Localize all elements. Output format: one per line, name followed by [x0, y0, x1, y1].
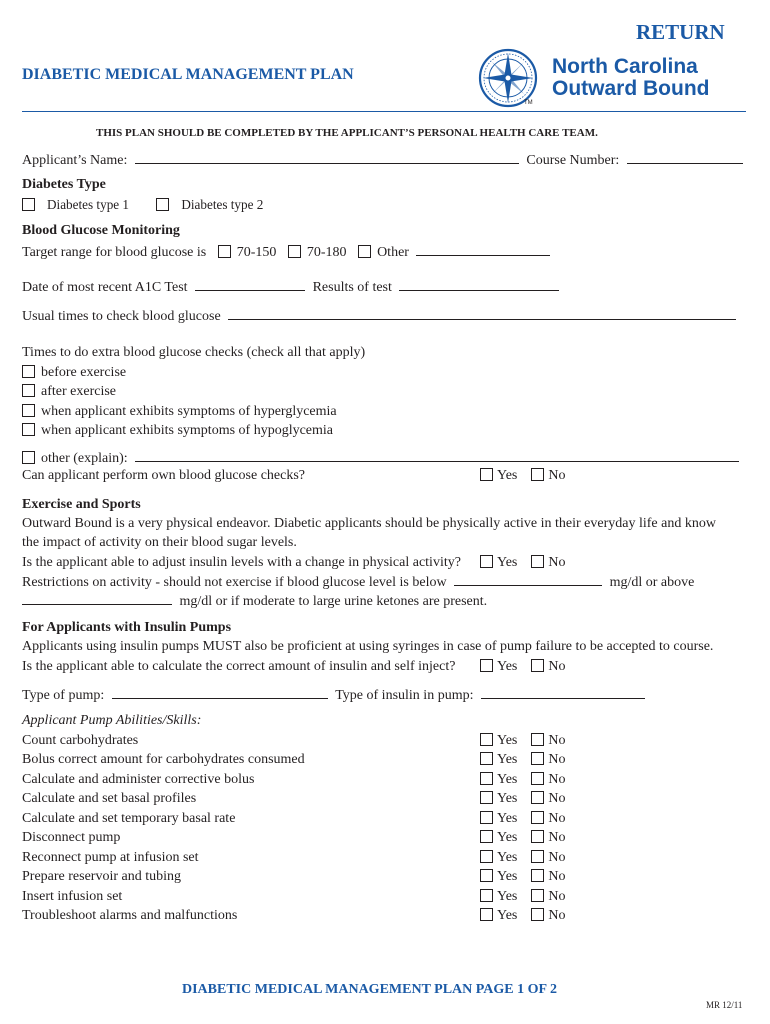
range-70-150-checkbox[interactable]: [218, 245, 231, 258]
yes-label: Yes: [497, 468, 518, 483]
skill-yes-no: [480, 733, 566, 749]
pump-type-label: Type of pump:: [22, 688, 105, 703]
yes-checkbox[interactable]: [480, 772, 493, 785]
skill-label: Reconnect pump at infusion set: [22, 850, 199, 865]
skill-label: Troubleshoot alarms and malfunctions: [22, 908, 238, 923]
yes-checkbox[interactable]: [480, 889, 493, 902]
exercise-paragraph-line1: Outward Bound is a very physical endeavor. Diabetic applicants should be physically active in their everyday life and know: [22, 516, 716, 531]
no-checkbox[interactable]: [531, 733, 544, 746]
no-label: No: [548, 733, 566, 748]
no-checkbox[interactable]: [531, 869, 544, 882]
yes-checkbox[interactable]: [480, 791, 493, 804]
extra-check-label: before exercise: [41, 365, 127, 380]
yes-checkbox[interactable]: [480, 811, 493, 824]
restrictions-row-2: [22, 592, 487, 610]
extra-check-other-label: other (explain):: [41, 451, 128, 466]
no-label: No: [548, 908, 566, 923]
yes-checkbox[interactable]: [480, 869, 493, 882]
applicant-name-field[interactable]: [135, 151, 519, 164]
insulin-type-label: Type of insulin in pump:: [335, 688, 474, 703]
usual-times-row: [22, 307, 736, 325]
diabetes-type1-label: Diabetes type 1: [47, 197, 130, 212]
no-checkbox[interactable]: [531, 830, 544, 843]
no-checkbox[interactable]: [531, 659, 544, 672]
yes-label: Yes: [497, 733, 518, 748]
extra-check-checkbox[interactable]: [22, 423, 35, 436]
diabetes-type-heading: Diabetes Type: [22, 177, 106, 192]
extra-check-item: [22, 404, 337, 420]
logo-line-1: North Carolina: [552, 55, 698, 78]
no-label: No: [548, 850, 566, 865]
applicant-name-row: [22, 151, 743, 169]
range-other-label: Other: [377, 245, 409, 260]
no-checkbox[interactable]: [531, 555, 544, 568]
footer-page-label: DIABETIC MEDICAL MANAGEMENT PLAN PAGE 1 OF 2: [182, 982, 558, 997]
footer-revision: MR 12/11: [706, 1000, 743, 1010]
yes-label: Yes: [497, 555, 518, 570]
yes-label: Yes: [497, 850, 518, 865]
skill-label: Calculate and set temporary basal rate: [22, 811, 236, 826]
pump-type-field[interactable]: [112, 686, 328, 699]
course-number-field[interactable]: [627, 151, 743, 164]
range-other-checkbox[interactable]: [358, 245, 371, 258]
extra-check-label: after exercise: [41, 384, 116, 399]
compass-logo-icon: [478, 48, 538, 108]
logo-line-2: Outward Bound: [552, 77, 710, 100]
yes-label: Yes: [497, 869, 518, 884]
no-checkbox[interactable]: [531, 908, 544, 921]
target-range-label: Target range for blood glucose is: [22, 245, 207, 260]
yes-label: Yes: [497, 889, 518, 904]
pump-type-row: [22, 686, 645, 704]
insulin-type-field[interactable]: [481, 686, 645, 699]
extra-check-other-checkbox[interactable]: [22, 451, 35, 464]
diabetes-type-row: [22, 197, 263, 213]
no-label: No: [548, 869, 566, 884]
pumps-heading: For Applicants with Insulin Pumps: [22, 620, 232, 635]
range-other-field[interactable]: [416, 243, 550, 256]
no-label: No: [548, 811, 566, 826]
diabetes-type1-checkbox[interactable]: [22, 198, 35, 211]
yes-checkbox[interactable]: [480, 733, 493, 746]
skill-label: Prepare reservoir and tubing: [22, 869, 181, 884]
diabetes-type2-checkbox[interactable]: [156, 198, 169, 211]
skill-yes-no: [480, 811, 566, 827]
extra-checks-label: Times to do extra blood glucose checks (check all that apply): [22, 345, 366, 360]
skill-yes-no: [480, 752, 566, 768]
skill-yes-no: [480, 850, 566, 866]
a1c-date-label: Date of most recent A1C Test: [22, 280, 188, 295]
applicant-name-label: Applicant’s Name:: [22, 153, 128, 168]
extra-check-checkbox[interactable]: [22, 384, 35, 397]
skill-yes-no: [480, 869, 566, 885]
yes-checkbox[interactable]: [480, 468, 493, 481]
yes-checkbox[interactable]: [480, 752, 493, 765]
yes-label: Yes: [497, 830, 518, 845]
yes-checkbox[interactable]: [480, 850, 493, 863]
a1c-date-field[interactable]: [195, 278, 305, 291]
yes-checkbox[interactable]: [480, 659, 493, 672]
adjust-insulin-label: Is the applicant able to adjust insulin levels with a change in physical activity?: [22, 555, 461, 570]
extra-check-item: [22, 384, 116, 400]
skill-label: Bolus correct amount for carbohydrates consumed: [22, 752, 305, 767]
exercise-heading: Exercise and Sports: [22, 497, 141, 512]
no-checkbox[interactable]: [531, 752, 544, 765]
pump-abilities-heading: Applicant Pump Abilities/Skills:: [22, 713, 202, 728]
no-label: No: [548, 752, 566, 767]
yes-label: Yes: [497, 752, 518, 767]
own-checks-label: Can applicant perform own blood glucose checks?: [22, 468, 306, 483]
no-label: No: [548, 830, 566, 845]
adjust-insulin-yes-no: [480, 555, 566, 571]
no-checkbox[interactable]: [531, 850, 544, 863]
no-label: No: [548, 889, 566, 904]
instruction-text: THIS PLAN SHOULD BE COMPLETED BY THE APPLICANT’S PERSONAL HEALTH CARE TEAM.: [96, 127, 598, 139]
yes-label: Yes: [497, 659, 518, 674]
page-title: DIABETIC MEDICAL MANAGEMENT PLAN: [22, 66, 354, 83]
extra-check-other-row: [22, 449, 739, 467]
skill-label: Disconnect pump: [22, 830, 121, 845]
diabetes-type2-label: Diabetes type 2: [181, 197, 264, 212]
monitoring-heading: Blood Glucose Monitoring: [22, 223, 180, 238]
calc-insulin-yes-no: [480, 659, 566, 675]
skill-label: Calculate and administer corrective bolus: [22, 772, 255, 787]
extra-check-label: when applicant exhibits symptoms of hyperglycemia: [41, 404, 337, 419]
restrictions-line2-label: mg/dl or if moderate to large urine ketones are present.: [179, 594, 488, 609]
restrictions-below-field[interactable]: [454, 573, 602, 586]
yes-checkbox[interactable]: [480, 908, 493, 921]
target-range-row: [22, 243, 550, 261]
a1c-results-label: Results of test: [312, 280, 392, 295]
course-number-label: Course Number:: [526, 153, 620, 168]
a1c-row: [22, 278, 559, 296]
skill-yes-no: [480, 830, 566, 846]
usual-times-label: Usual times to check blood glucose: [22, 309, 221, 324]
skill-label: Calculate and set basal profiles: [22, 791, 197, 806]
restrictions-unit: mg/dl or above: [609, 575, 695, 590]
logo-trademark: TM: [524, 100, 533, 106]
extra-check-checkbox[interactable]: [22, 404, 35, 417]
no-checkbox[interactable]: [531, 468, 544, 481]
exercise-paragraph-line2: the impact of activity on their blood sugar levels.: [22, 535, 297, 550]
calc-insulin-label: Is the applicant able to calculate the correct amount of insulin and self inject?: [22, 659, 456, 674]
a1c-results-field[interactable]: [399, 278, 559, 291]
skill-label: Insert infusion set: [22, 889, 123, 904]
skill-yes-no: [480, 908, 566, 924]
no-label: No: [548, 772, 566, 787]
pumps-paragraph: Applicants using insulin pumps MUST also be proficient at using syringes in case of pump failure to be accepted to course.: [22, 639, 714, 654]
range-70-180-checkbox[interactable]: [288, 245, 301, 258]
extra-check-item: [22, 423, 333, 439]
no-checkbox[interactable]: [531, 811, 544, 824]
extra-check-other-field[interactable]: [135, 449, 739, 462]
skill-yes-no: [480, 791, 566, 807]
no-label: No: [548, 659, 566, 674]
skill-label: Count carbohydrates: [22, 733, 139, 748]
yes-label: Yes: [497, 811, 518, 826]
range-70-150-label: 70-150: [236, 245, 277, 260]
yes-label: Yes: [497, 772, 518, 787]
skill-yes-no: [480, 772, 566, 788]
no-label: No: [548, 468, 566, 483]
yes-label: Yes: [497, 908, 518, 923]
extra-check-label: when applicant exhibits symptoms of hypoglycemia: [41, 423, 334, 438]
extra-check-checkbox[interactable]: [22, 365, 35, 378]
own-checks-yes-no: [480, 468, 566, 484]
restrictions-row: [22, 573, 694, 591]
skill-yes-no: [480, 889, 566, 905]
no-checkbox[interactable]: [531, 772, 544, 785]
restrictions-above-field[interactable]: [22, 592, 172, 605]
extra-check-item: [22, 365, 126, 381]
restrictions-label: Restrictions on activity - should not exercise if blood glucose level is below: [22, 575, 447, 590]
no-checkbox[interactable]: [531, 889, 544, 902]
yes-checkbox[interactable]: [480, 830, 493, 843]
no-label: No: [548, 791, 566, 806]
header-divider: [22, 111, 746, 112]
range-70-180-label: 70-180: [306, 245, 347, 260]
no-label: No: [548, 555, 566, 570]
yes-checkbox[interactable]: [480, 555, 493, 568]
usual-times-field[interactable]: [228, 307, 736, 320]
yes-label: Yes: [497, 791, 518, 806]
return-label: RETURN: [636, 20, 725, 44]
no-checkbox[interactable]: [531, 791, 544, 804]
